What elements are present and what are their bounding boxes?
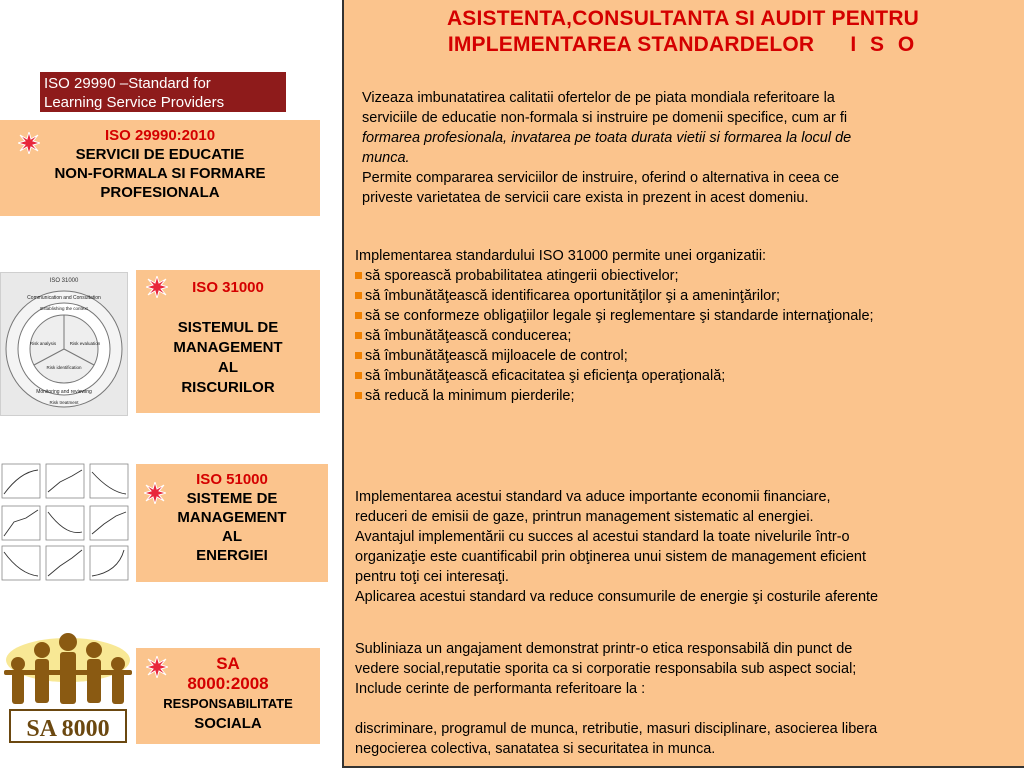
text-line: Include cerinte de performanta referitoare la :: [355, 681, 646, 697]
square-bullet-icon: [355, 392, 362, 399]
diagram-ring-top: Communication and Consultation: [27, 295, 101, 301]
card-line: ENERGIEI: [196, 547, 268, 564]
iso-31000-diagram-image: [0, 272, 128, 416]
logo-banner-line1: ISO 29990 –Standard for: [44, 75, 211, 92]
card-code: ISO 29990:2010: [104, 127, 216, 144]
card-line: MANAGEMENT: [177, 509, 287, 526]
iso-29990-logo-banner: [40, 72, 286, 112]
text-line: pentru toţi cei interesaţi.: [355, 569, 509, 585]
red-burst-icon: [144, 482, 166, 504]
iso-31000-card: [136, 270, 320, 413]
diagram-seg-center: Risk identification: [46, 365, 82, 370]
list-item: să îmbunătăţească mijloacele de control;: [355, 346, 995, 366]
card-code: SA: [216, 654, 240, 673]
page-title: [345, 6, 1021, 58]
sa-8000-description: [355, 639, 995, 759]
text-line: discriminare, programul de munca, retributie, masuri disciplinare, asocierea libera: [355, 721, 878, 737]
diagram-seg-right: Risk evaluation: [69, 341, 101, 346]
title-line1: ASISTENTA,CONSULTANTA SI AUDIT PENTRU: [446, 7, 920, 30]
list-item: să se conformeze obligaţiilor legale şi reglementare şi standarde internaţionale;: [355, 306, 995, 326]
diagram-inner-bottom: Risk treatment: [49, 400, 79, 405]
title-iso: I S O: [850, 33, 919, 56]
red-burst-icon: [146, 276, 168, 298]
square-bullet-icon: [355, 272, 362, 279]
diagram-header: ISO 31000: [49, 278, 79, 284]
card-line: RESPONSABILITATE: [163, 696, 293, 711]
diagram-seg-left: Risk analysis: [29, 341, 57, 346]
red-burst-icon: [146, 656, 168, 678]
text-line: Implementarea standardului ISO 31000 permite unei organizatii:: [355, 248, 767, 264]
list-item: să sporească probabilitatea atingerii obiectivelor;: [355, 266, 995, 286]
iso-31000-description: [355, 246, 995, 406]
card-code: ISO 31000: [192, 279, 264, 296]
list-item: să reducă la minimum pierderile;: [355, 386, 995, 406]
diagram-inner-top: Establishing the context: [40, 306, 88, 311]
text-line: formarea profesionala, invatarea pe toata durata vietii si formarea la locul de: [362, 130, 852, 146]
text-line: serviciile de educatie non-formala si instruire pe domenii specifice, cum ar fi: [362, 110, 848, 126]
card-line: SISTEME DE: [186, 490, 278, 507]
text-line: vedere social,reputatie sporita ca si corporatie responsabila sub aspect social;: [355, 661, 857, 677]
text-line: Implementarea acestui standard va aduce importante economii financiare,: [355, 489, 831, 505]
sa-8000-card: [136, 648, 320, 744]
card-line: NON-FORMALA SI FORMARE: [54, 165, 266, 182]
text-line: Vizeaza imbunatatirea calitatii ofertelor de pe piata mondiala referitoare la: [362, 90, 835, 106]
title-line2: IMPLEMENTAREA STANDARDELOR: [447, 33, 815, 56]
text-line: negocierea colectiva, sanatatea si securitatea in munca.: [355, 741, 716, 757]
square-bullet-icon: [355, 332, 362, 339]
card-line: SOCIALA: [194, 715, 262, 732]
iso-29990-card: [0, 120, 320, 216]
list-item: să îmbunătăţească eficacitatea şi eficienţa operaţională;: [355, 366, 995, 386]
card-line: SERVICII DE EDUCATIE: [75, 146, 245, 163]
text-line: Avantajul implementării cu succes al acestui standard la toate nivelurile într-o: [355, 529, 850, 545]
card-line: MANAGEMENT: [173, 339, 283, 356]
energy-graphs-image: [0, 462, 130, 582]
text-line: munca.: [362, 150, 410, 166]
text-line: organizaţie este cuantificabil prin obţinerea unui sistem de management eficient: [355, 549, 867, 565]
card-line: PROFESIONALA: [100, 184, 220, 201]
card-line: SISTEMUL DE: [177, 319, 279, 336]
diagram-ring-bottom: Monitoring and reviewing: [36, 389, 92, 395]
card-code: ISO 51000: [196, 471, 268, 488]
card-line: AL: [222, 528, 242, 545]
card-line: RISCURILOR: [181, 379, 275, 396]
list-item: să îmbunătăţească identificarea oportunităţilor şi a ameninţărilor;: [355, 286, 995, 306]
card-line: AL: [218, 359, 238, 376]
square-bullet-icon: [355, 372, 362, 379]
sa-logo-text: SA 8000: [26, 716, 110, 742]
text-line: priveste varietatea de servicii care exista in prezent in acest domeniu.: [362, 190, 809, 206]
iso-51000-card: [136, 464, 328, 582]
iso-29990-description: [362, 88, 982, 208]
text-line: Permite compararea serviciilor de instruire, oferind o alternativa in ceea ce: [362, 170, 840, 186]
square-bullet-icon: [355, 292, 362, 299]
red-burst-icon: [18, 132, 40, 154]
text-line: Subliniaza un angajament demonstrat printr-o etica responsabilă din punct de: [355, 641, 853, 657]
text-line: Aplicarea acestui standard va reduce consumurile de energie şi costurile aferente: [355, 589, 879, 605]
text-line: reduceri de emisii de gaze, printrun management sistematic al energiei.: [355, 509, 814, 525]
list-item: să îmbunătăţească conducerea;: [355, 326, 995, 346]
square-bullet-icon: [355, 352, 362, 359]
logo-banner-line2: Learning Service Providers: [44, 94, 225, 111]
square-bullet-icon: [355, 312, 362, 319]
sa-8000-logo-image: [0, 620, 136, 746]
card-code: 8000:2008: [187, 674, 269, 693]
iso-51000-description: [355, 487, 995, 607]
